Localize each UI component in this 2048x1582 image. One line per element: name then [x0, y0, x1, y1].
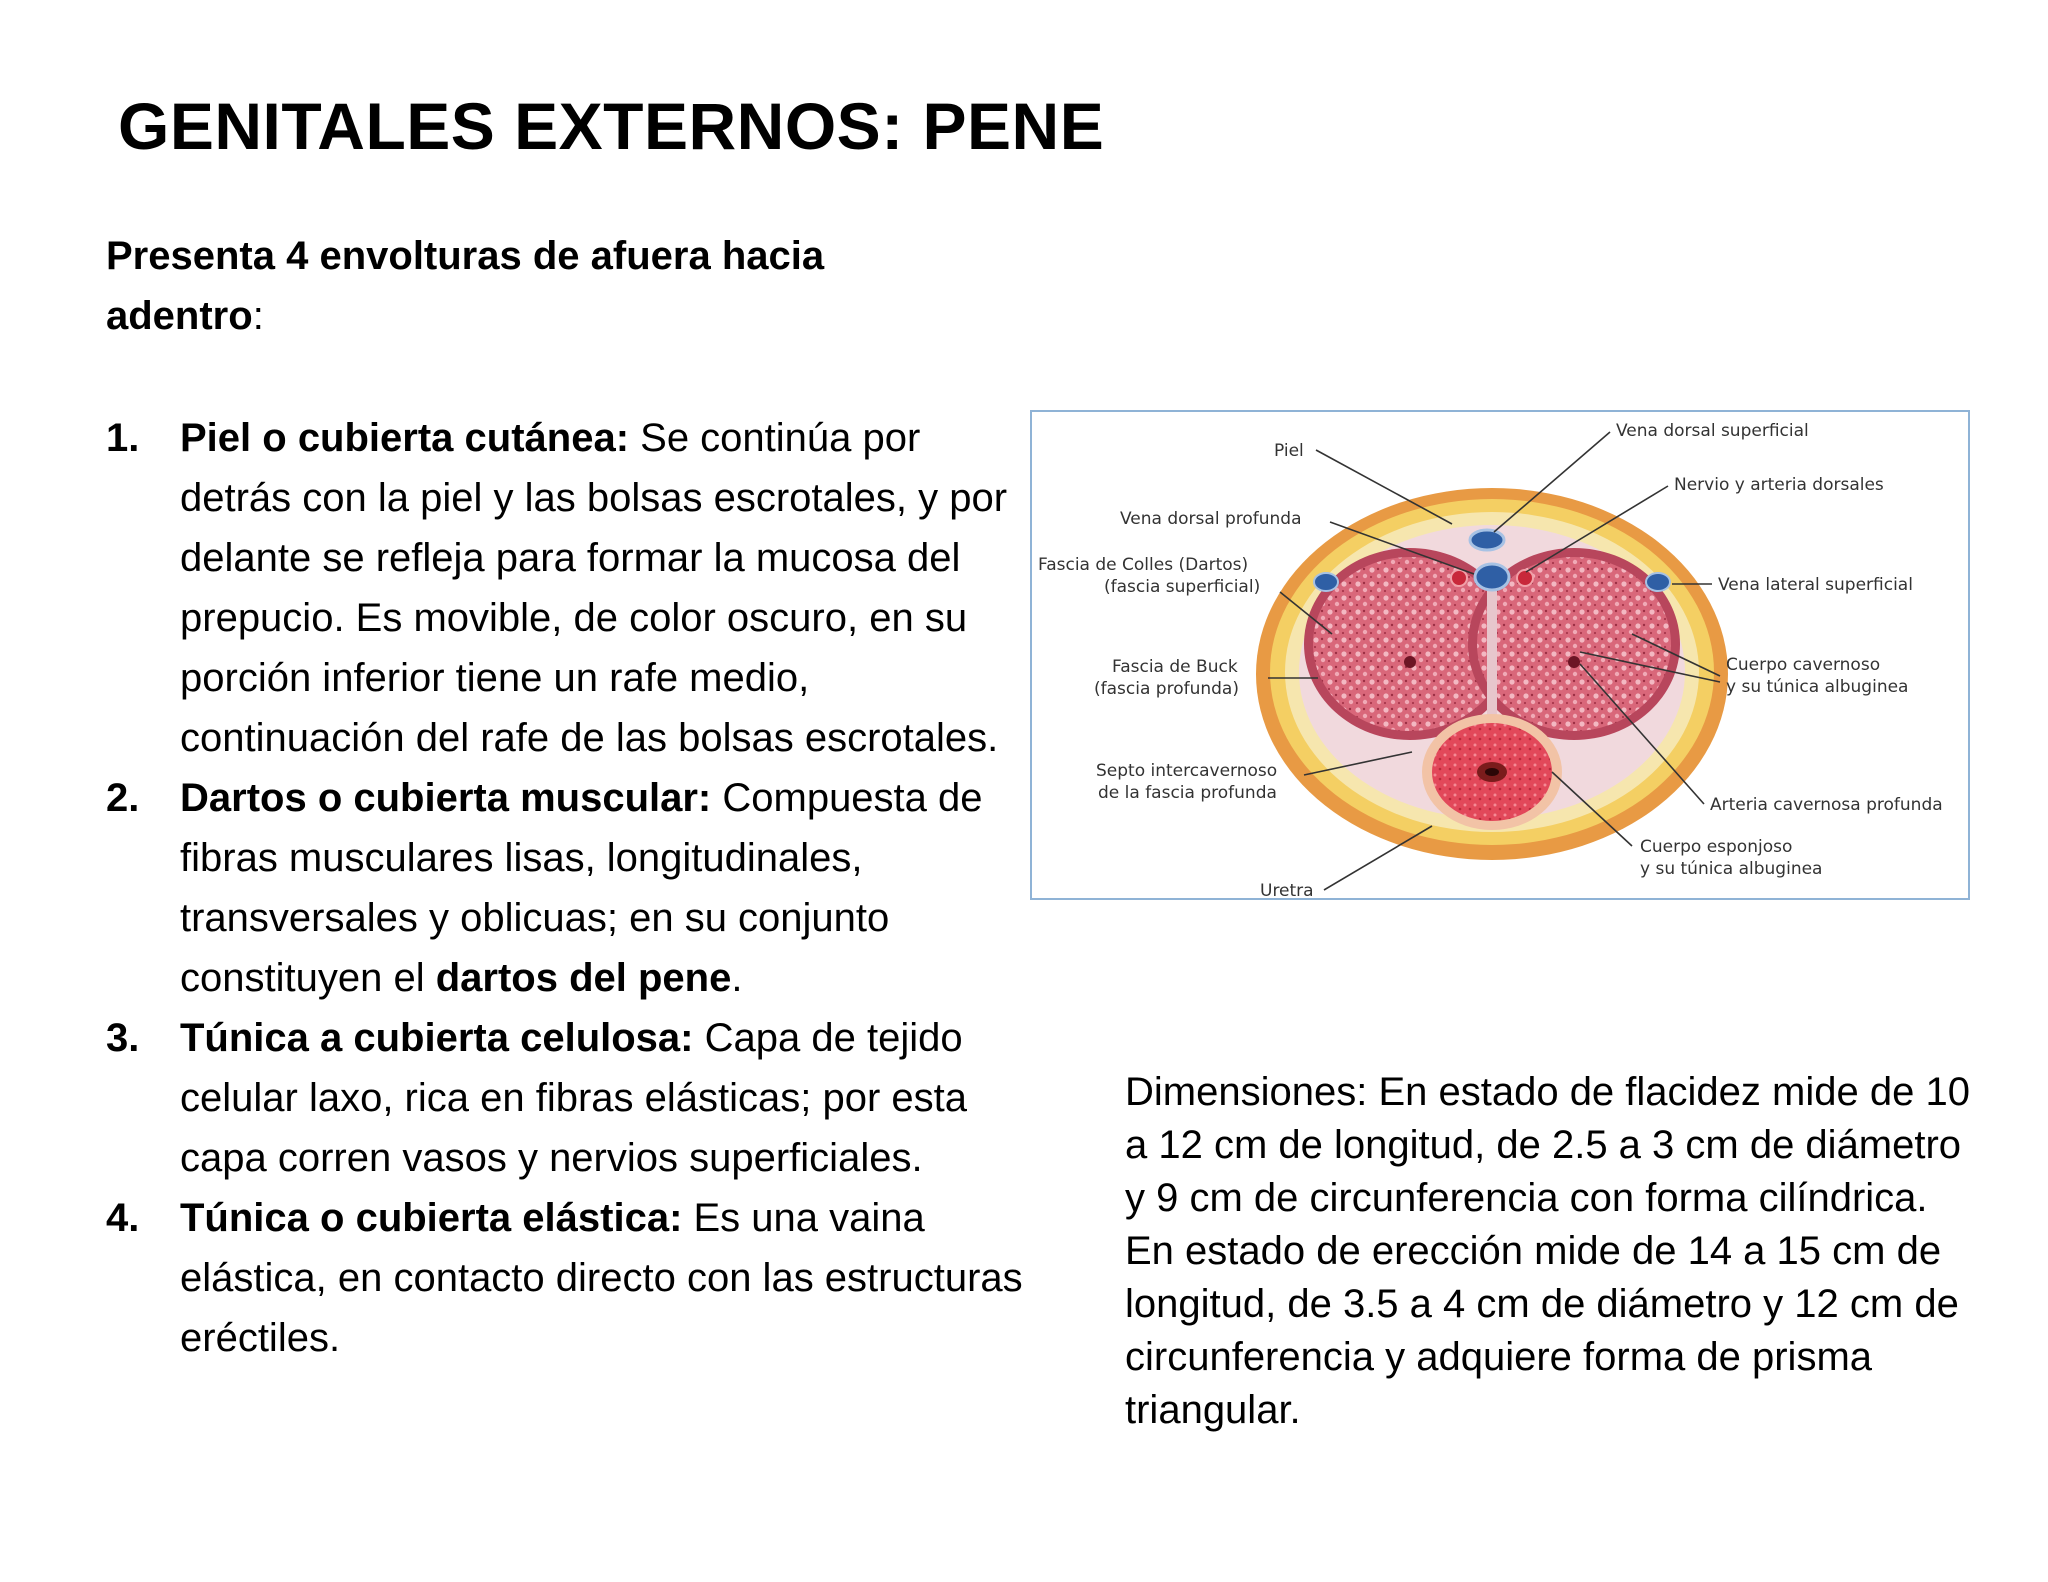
label-septo-sub: de la fascia profunda [1098, 783, 1277, 803]
label-nervio-arteria: Nervio y arteria dorsales [1674, 475, 1884, 495]
label-arteria-cavernosa: Arteria cavernosa profunda [1710, 795, 1943, 815]
intro-text [106, 226, 986, 346]
label-uretra: Uretra [1260, 881, 1314, 898]
layer-term: Túnica o cubierta elástica: [180, 1196, 683, 1240]
layer-description: Compuesta de fibras musculares lisas, longitudinales, transversales y oblicuas; en su conjunto constituyen el [180, 776, 983, 1000]
layer-term-inline: dartos del pene [435, 956, 732, 1000]
label-vena-dorsal-superficial: Vena dorsal superficial [1616, 421, 1809, 441]
intro-colon: : [252, 294, 264, 338]
layer-description: Capa de tejido celular laxo, rica en fibras elásticas; por esta capa corren vasos y nervios superficiales. [180, 1016, 968, 1180]
layer-item-2 [106, 768, 1026, 1008]
layer-number: 2. [106, 776, 140, 820]
label-vena-lateral: Vena lateral superficial [1718, 575, 1913, 595]
left-dorsal-artery [1451, 570, 1467, 586]
layer-item-4 [106, 1188, 1026, 1368]
label-septo: Septo intercavernoso [1096, 761, 1278, 781]
layer-number: 4. [106, 1196, 140, 1240]
layer-description: Se continúa por detrás con la piel y las bolsas escrotales, y por delante se refleja para formar la mucosa del prepucio. Es movible, de color oscuro, en su porción inferior tiene un rafe medio, continuación del rafe de las bolsas escrotales. [180, 416, 1008, 760]
label-piel: Piel [1274, 441, 1304, 461]
left-deep-artery [1404, 656, 1416, 668]
label-cuerpo-cavernoso: Cuerpo cavernoso [1726, 655, 1881, 675]
cross-section-illustration [1032, 412, 1968, 898]
label-cuerpo-esponjoso-sub: y su túnica albuginea [1640, 859, 1823, 879]
layer-item-3 [106, 1008, 1026, 1188]
label-cuerpo-esponjoso: Cuerpo esponjoso [1640, 837, 1793, 857]
layer-item-1 [106, 408, 1026, 768]
dimensions-text: Dimensiones: En estado de flacidez mide de 10 a 12 cm de longitud, de 2.5 a 3 cm de diámetro y 9 cm de circunferencia con forma cilíndrica. En estado de erección mide de 14 a 15 cm de longitud, de 3.5 a 4 cm de diámetro y 12 cm de circunferencia y adquiere forma de prisma triangular. [1125, 1070, 1970, 1432]
label-fascia-buck: Fascia de Buck [1112, 657, 1238, 677]
label-fascia-buck-sub: (fascia profunda) [1094, 679, 1239, 699]
right-deep-artery [1568, 656, 1580, 668]
page-title: GENITALES EXTERNOS: PENE [118, 89, 1105, 163]
right-dorsal-artery [1517, 570, 1533, 586]
penis-cross-section [1256, 488, 1728, 860]
label-cuerpo-cavernoso-sub: y su túnica albuginea [1726, 677, 1909, 697]
intercavernous-septum [1487, 572, 1497, 722]
right-lateral-vein [1646, 573, 1670, 591]
layer-term: Dartos o cubierta muscular: [180, 776, 712, 820]
layers-list [106, 408, 1026, 1368]
layer-term: Túnica a cubierta celulosa: [180, 1016, 694, 1060]
label-fascia-colles-sub: (fascia superficial) [1104, 577, 1261, 597]
intro-bold: Presenta 4 envolturas de afuera hacia adentro [106, 234, 825, 338]
label-vena-dorsal-profunda: Vena dorsal profunda [1120, 509, 1302, 529]
deep-dorsal-vein [1475, 564, 1509, 590]
layer-term: Piel o cubierta cutánea: [180, 416, 630, 460]
layer-number: 3. [106, 1016, 140, 1060]
layer-description-end: . [731, 956, 743, 1000]
layer-description: Es una vaina elástica, en contacto directo con las estructuras eréctiles. [180, 1196, 1023, 1360]
layer-number: 1. [106, 416, 140, 460]
label-fascia-colles: Fascia de Colles (Dartos) [1038, 555, 1249, 575]
superficial-dorsal-vein [1470, 530, 1504, 550]
cross-section-figure [1030, 410, 1970, 900]
left-lateral-vein [1314, 573, 1338, 591]
